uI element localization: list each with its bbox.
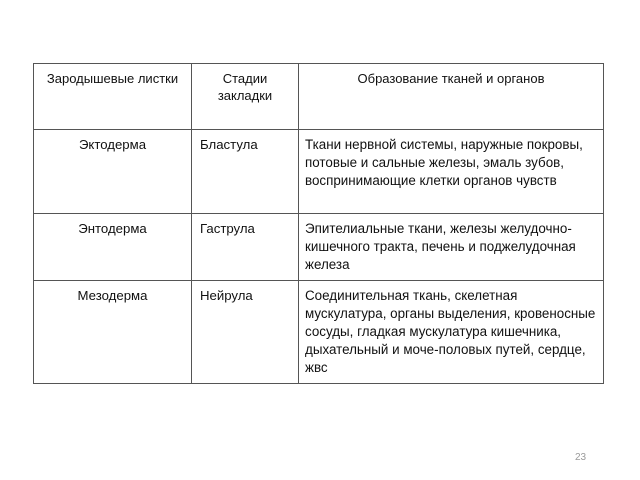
- cell-tissues: Эпителиальные ткани, железы желудочно-кишечного тракта, печень и поджелудочная железа: [299, 214, 604, 281]
- cell-tissues: Ткани нервной системы, наружные покровы, потовые и сальные железы, эмаль зубов, воспринимающие клетки органов чувств: [299, 130, 604, 214]
- cell-stage: Бластула: [192, 130, 299, 214]
- table-row: [34, 281, 604, 384]
- cell-germ-layer: Эктодерма: [34, 130, 192, 214]
- cell-stage: Нейрула: [192, 281, 299, 384]
- cell-germ-layer: Энтодерма: [34, 214, 192, 281]
- page-number: 23: [575, 452, 587, 463]
- germ-layers-table: [33, 63, 604, 384]
- table-row: [34, 130, 604, 214]
- table-header-row: [34, 64, 604, 130]
- cell-tissues: Соединительная ткань, скелетная мускулатура, органы выделения, кровеносные сосуды, гладкая мускулатура кишечника, дыхательный и моче-половых путей, сердце, жвс: [299, 281, 604, 384]
- cell-germ-layer: Мезодерма: [34, 281, 192, 384]
- header-tissues-organs: Образование тканей и органов: [299, 64, 604, 130]
- table-row: [34, 214, 604, 281]
- cell-stage: Гаструла: [192, 214, 299, 281]
- header-stages: Стадии закладки: [192, 64, 299, 130]
- header-germ-layers: Зародышевые листки: [34, 64, 192, 130]
